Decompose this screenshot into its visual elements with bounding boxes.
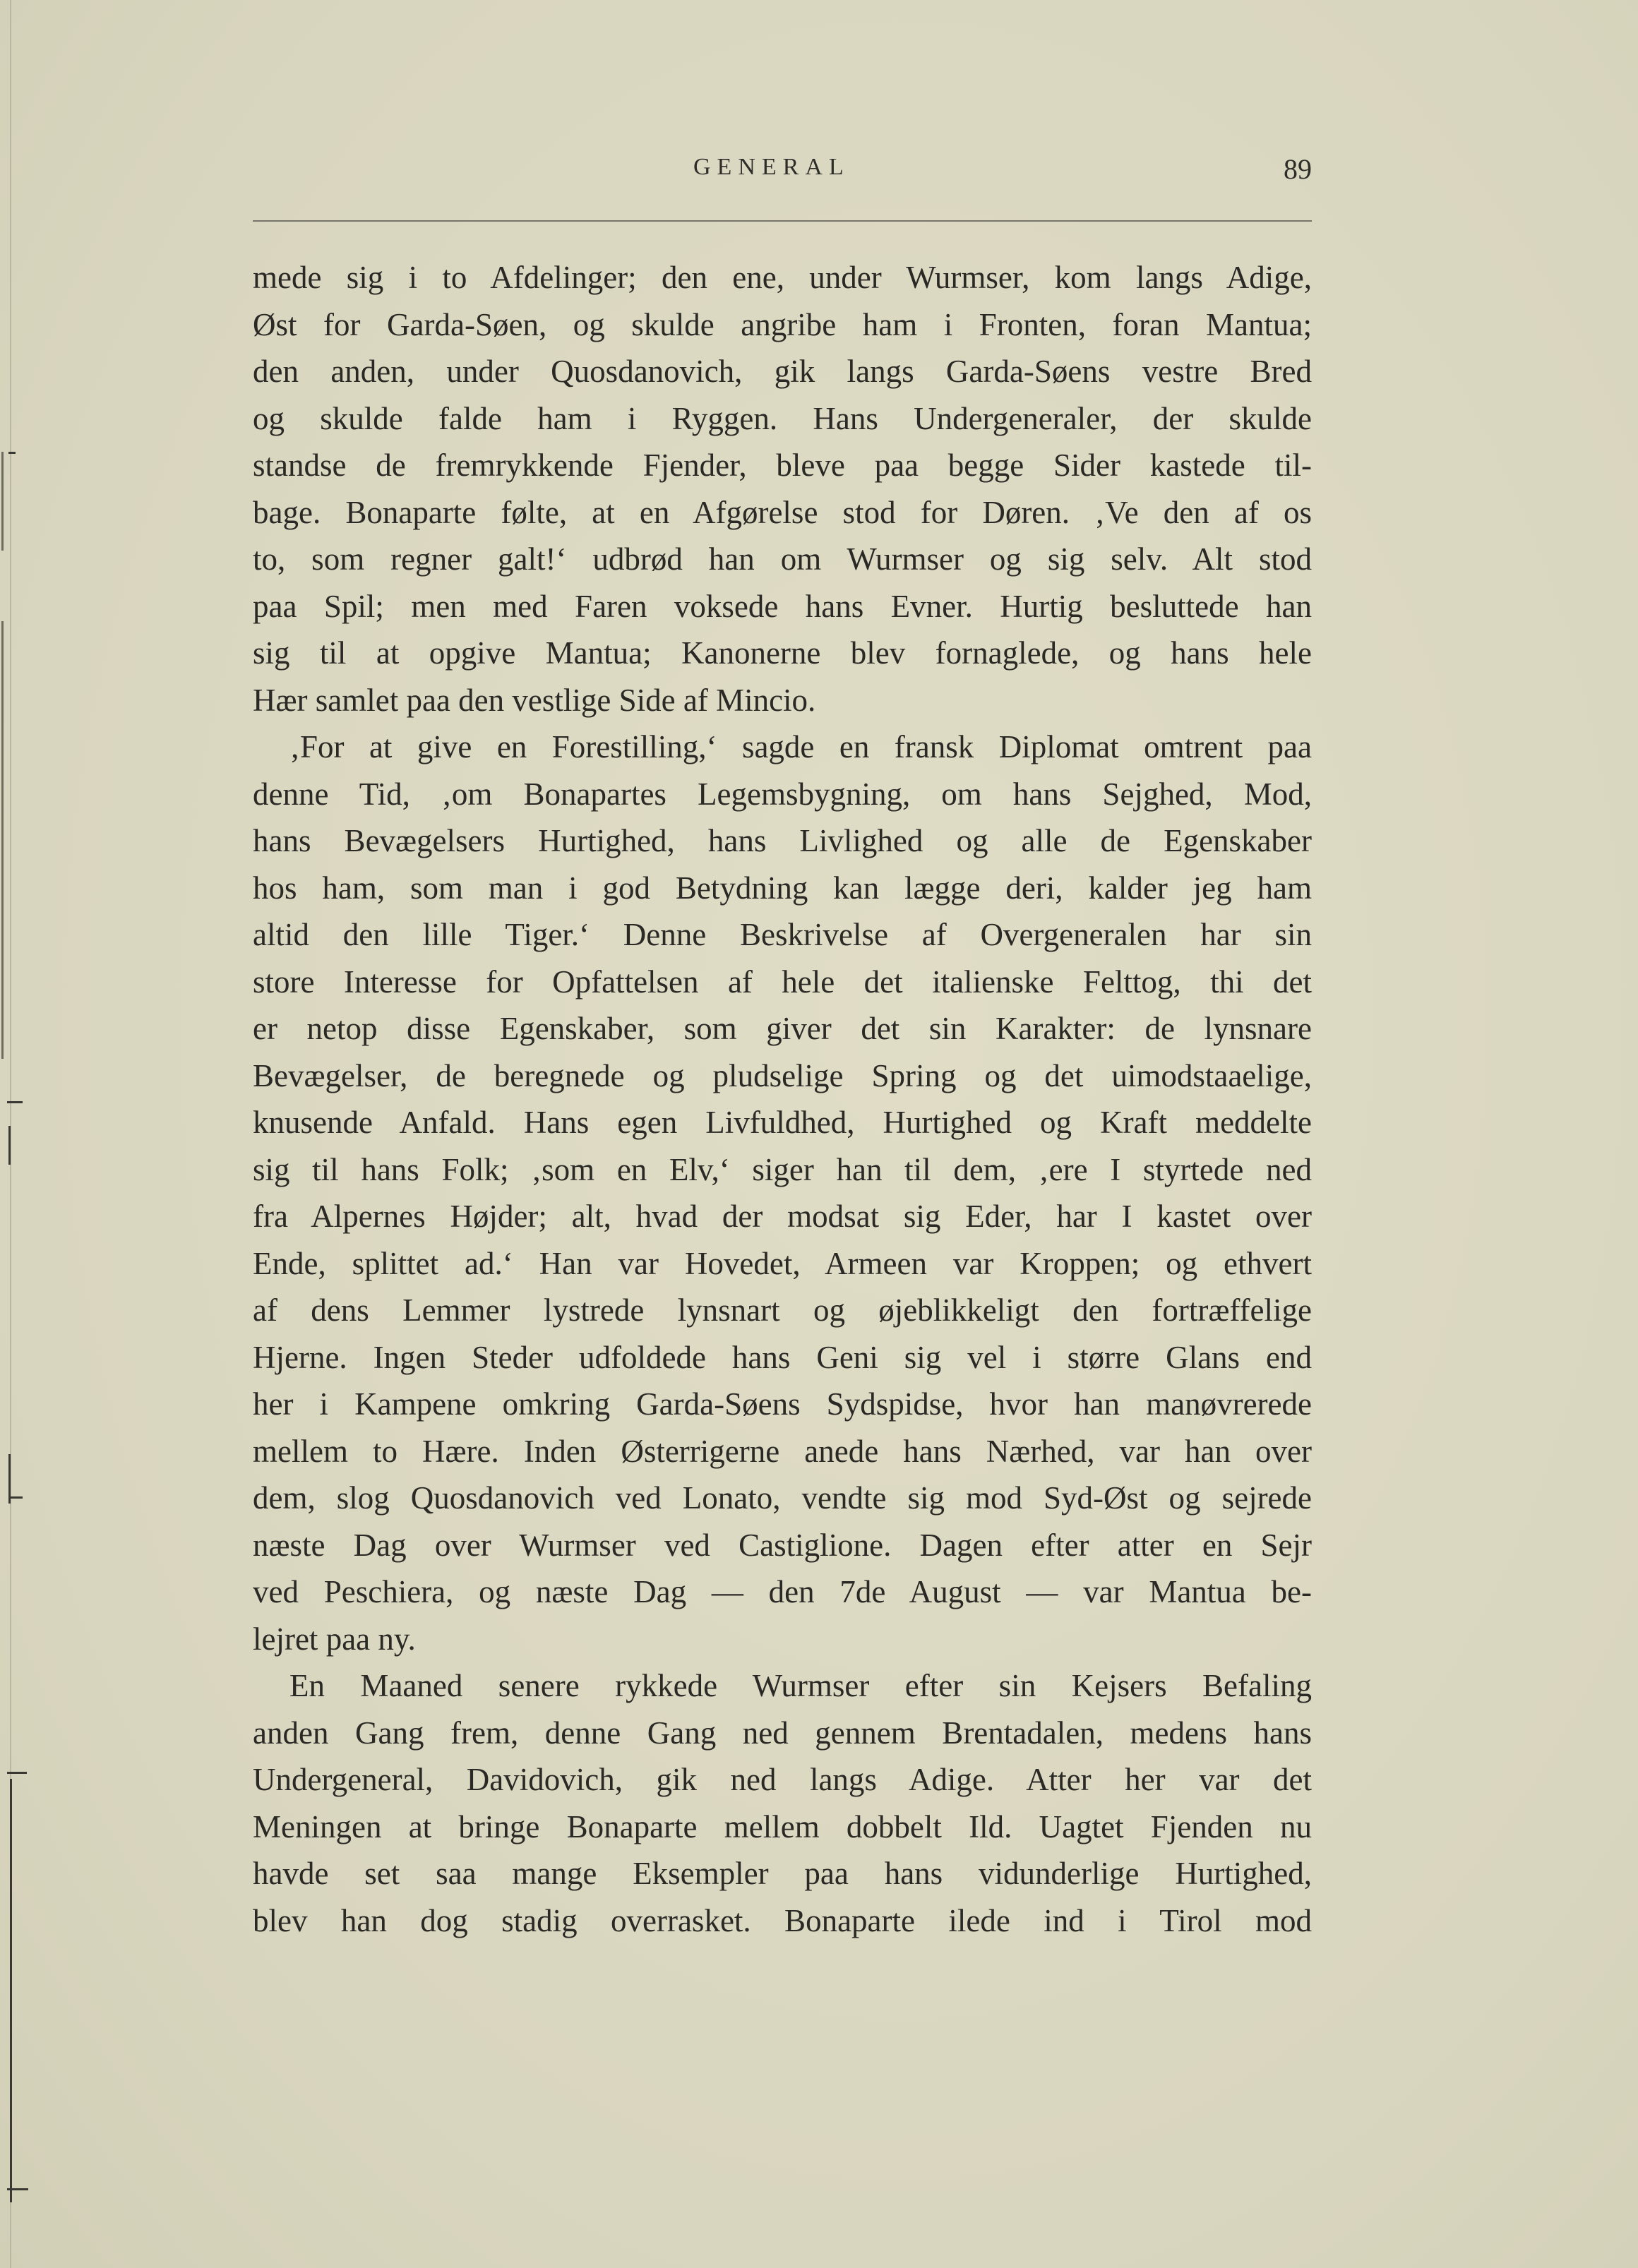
text-line: to, som regner galt!‘ udbrød han om Wurmser og sig selv. Alt stod [253,541,1312,577]
text-line: er netop disse Egenskaber, som giver det sin Karakter: de lynsnare [253,1011,1312,1046]
text-line: mellem to Hære. Inden Østerrigerne anede hans Nærhed, var han over [253,1433,1312,1469]
text-line: hos ham, som man i god Betydning kan lægge deri, kalder jeg ham [253,870,1312,906]
page-number: 89 [1284,153,1312,185]
text-line: Øst for Garda-Søen, og skulde angribe ham i Fronten, foran Mantua; [253,306,1312,342]
text-line: af dens Lemmer lystrede lynsnart og øjeblikkeligt den fortræffelige [253,1292,1312,1328]
page-header [253,150,1312,192]
text-line: store Interesse for Opfattelsen af hele det italienske Felttog, thi det [253,964,1312,1000]
text-line: bage. Bonaparte følte, at en Afgørelse stod for Døren. ‚Ve den af os [253,494,1312,530]
text-line: her i Kampene omkring Garda-Søens Sydspidse, hvor han manøvrerede [253,1386,1312,1422]
text-line: paa Spil; men med Faren voksede hans Evner. Hurtig besluttede han [253,588,1312,624]
text-line: næste Dag over Wurmser ved Castiglione. Dagen efter atter en Sejr [253,1527,1312,1563]
text-line: hans Bevægelsers Hurtighed, hans Livlighed og alle de Egenskaber [253,823,1312,858]
text-line: En Maaned senere rykkede Wurmser efter sin Kejsers Befaling [289,1668,1312,1703]
text-line: Hjerne. Ingen Steder udfoldede hans Geni sig vel i større Glans end [253,1339,1312,1375]
text-line: havde set saa mange Eksempler paa hans vidunderlige Hurtighed, [253,1856,1312,1891]
text-line: blev han dog stadig overrasket. Bonaparte ilede ind i Tirol mod [253,1902,1312,1938]
text-line: lejret paa ny. [253,1621,416,1657]
text-line: knusende Anfald. Hans egen Livfuldhed, Hurtighed og Kraft meddelte [253,1105,1312,1140]
text-line: sig til hans Folk; ‚som en Elv,‘ siger han til dem, ‚ere I styrtede ned [253,1151,1312,1187]
text-line: Ende, splittet ad.‘ Han var Hovedet, Armeen var Kroppen; og ethvert [253,1245,1312,1281]
header-rule [253,220,1312,222]
text-line: Bevægelser, de beregnede og pludselige Spring og det uimodstaaelige, [253,1057,1312,1093]
binding-edge [0,0,25,2268]
text-line: denne Tid, ‚om Bonapartes Legemsbygning, om hans Sejghed, Mod, [253,776,1312,812]
text-line: fra Alpernes Højder; alt, hvad der modsat sig Eder, har I kastet over [253,1199,1312,1234]
text-line: Undergeneral, Davidovich, gik ned langs Adige. Atter her var det [253,1762,1312,1797]
text-line: ‚For at give en Forestilling,‘ sagde en fransk Diplomat omtrent paa [289,729,1312,764]
text-line: Hær samlet paa den vestlige Side af Mincio. [253,682,816,718]
body-text [253,254,1312,1944]
text-line: dem, slog Quosdanovich ved Lonato, vendte sig mod Syd-Øst og sejrede [253,1480,1312,1516]
text-line: og skulde falde ham i Ryggen. Hans Undergeneraler, der skulde [253,400,1312,436]
text-line: sig til at opgive Mantua; Kanonerne blev fornaglede, og hans hele [253,635,1312,671]
text-line: mede sig i to Afdelinger; den ene, under Wurmser, kom langs Adige, [253,260,1312,295]
text-line: anden Gang frem, denne Gang ned gennem Brentadalen, medens hans [253,1715,1312,1751]
text-line: ved Peschiera, og næste Dag — den 7de August — var Mantua be- [253,1574,1312,1609]
text-line: standse de fremrykkende Fjender, bleve paa begge Sider kastede til- [253,448,1312,483]
text-line: den anden, under Quosdanovich, gik langs Garda-Søens vestre Bred [253,354,1312,389]
text-line: altid den lille Tiger.‘ Denne Beskrivelse af Overgeneralen har sin [253,917,1312,952]
text-line: Meningen at bringe Bonaparte mellem dobbelt Ild. Uagtet Fjenden nu [253,1808,1312,1844]
running-head: GENERAL [693,154,850,180]
